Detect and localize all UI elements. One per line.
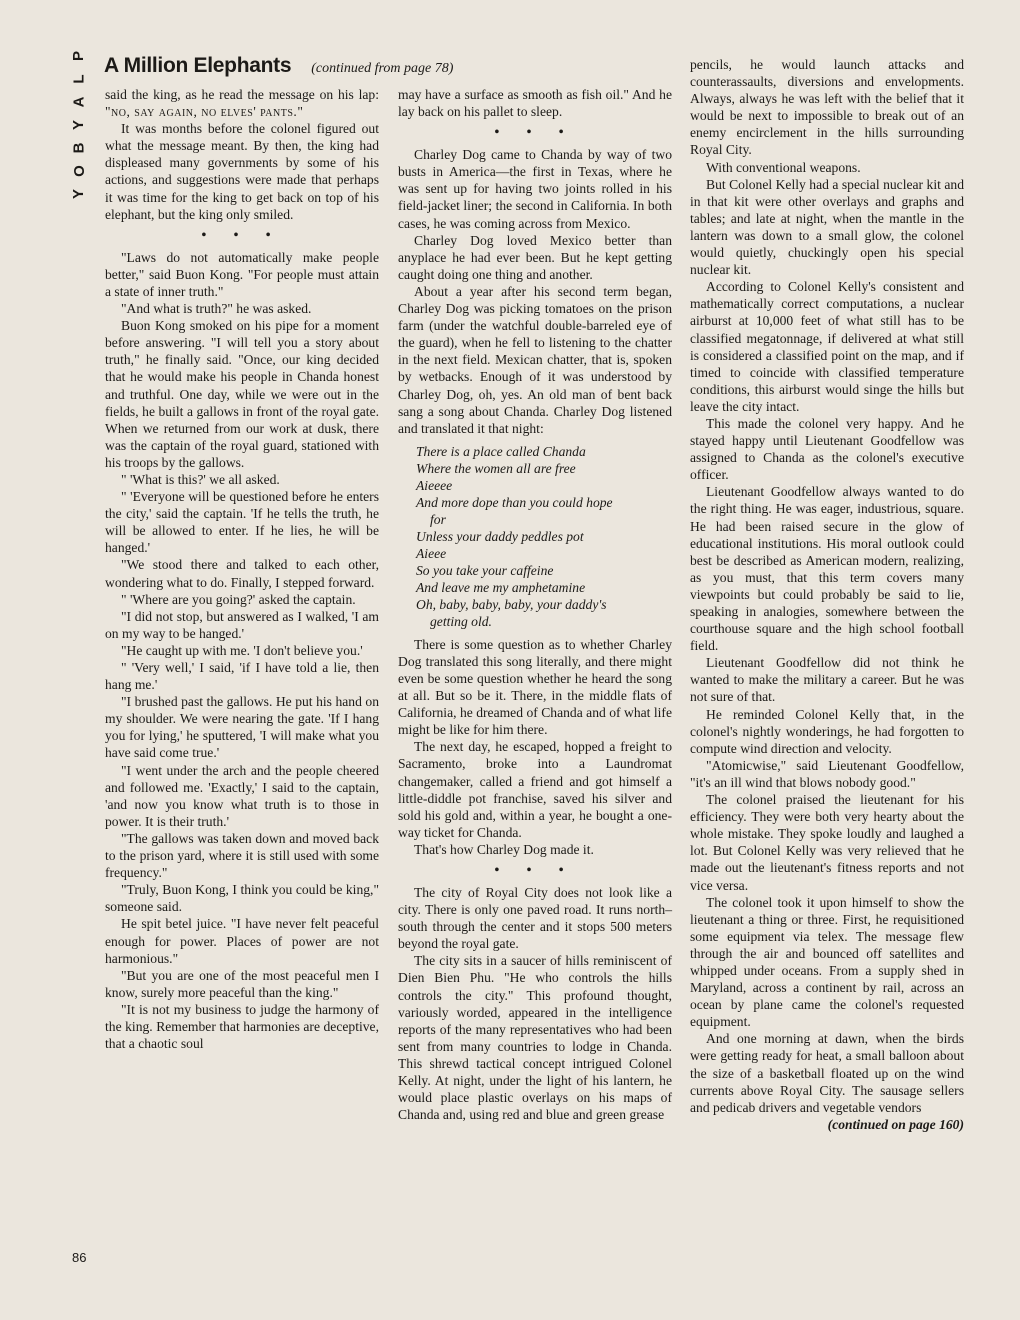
paragraph: Lieutenant Goodfellow always wanted to do the right thing. He was eager, industrious, square. He had been raised secure in the glow of educational institutions. His moral outlook could best be described as American modern, realizing, as you must, that this term covers many viewpoints but could probably be said to lie, speaking in analogies, somewhere between the courthouse square and the high school football field. (690, 484, 964, 654)
paragraph: Charley Dog came to Chanda by way of two busts in America—the first in Texas, where he was sent up for having two joints rolled in his field-jacket liner; the second in California. In both cases, he was coming across from Mexico. (398, 147, 672, 231)
masthead-letter: L (70, 73, 88, 84)
verse-line: So you take your caffeine (416, 562, 554, 578)
paragraph: This made the colonel very happy. And he stayed happy until Lieutenant Goodfellow was assigned to Chanda as the colonel's executive officer. (690, 415, 964, 483)
paragraph: The colonel took it upon himself to show the lieutenant a thing or three. First, he requisitioned some equipment via telex. The message flew through the air and bounced off satellites and whipped under oceans. From a supply shed in Maryland, across a continent by rail, across an ocean by plane came the colonel's requested equipment. (690, 894, 964, 1030)
paragraph: Lieutenant Goodfellow did not think he wanted to make the military a career. But he was not sure of that. (690, 655, 964, 705)
text-column-3 (690, 56, 964, 1133)
paragraph: There is some question as to whether Charley Dog translated this song literally, and there might even be some question whether he heard the song at all. But so be it. There, in the middle flats of California, he dreamed of Chanda and of what life might be like for him there. (398, 636, 672, 738)
verse-line: Aieee (416, 545, 447, 561)
paragraph: The city of Royal City does not look like a city. There is only one paved road. It runs north–south through the center and it stops 500 meters beyond the royal gate. (398, 885, 672, 952)
paragraph: That's how Charley Dog made it. (414, 841, 594, 857)
paragraph: He spit betel juice. "I have never felt peaceful enough for power. Places of power are not harmonious." (105, 916, 379, 966)
page-number: 86 (72, 1250, 87, 1265)
article-title: A Million Elephants (104, 54, 292, 77)
verse-line: getting old. (430, 613, 492, 629)
paragraph: The next day, he escaped, hopped a freight to Sacramento, broke into a Laundromat changemaker, called a friend and got himself a little-diddle pot franchise, saved his silver and sold his gold and, within a year, he bought a one-way ticket for Chanda. (398, 739, 672, 840)
verse-line: Oh, baby, baby, baby, your daddy's (416, 596, 607, 612)
masthead-letter: O (70, 164, 88, 177)
paragraph: " 'Where are you going?' asked the captain. (121, 591, 356, 607)
paragraph: "But you are one of the most peaceful men I know, surely more peaceful than the king." (105, 967, 379, 1000)
masthead-letter: A (70, 95, 88, 108)
song-verse (416, 443, 672, 630)
paragraph: "I did not stop, but answered as I walked, 'I am on my way to be hanged.' (105, 608, 379, 641)
paragraph: "Truly, Buon Kong, I think you could be king," someone said. (105, 882, 379, 915)
paragraph: "Atomicwise," said Lieutenant Goodfellow, "it's an ill wind that blows nobody good." (690, 757, 964, 790)
verse-line: And more dope than you could hope (416, 494, 613, 510)
section-separator: • • • (494, 124, 576, 140)
paragraph: With conventional weapons. (706, 159, 861, 175)
paragraph: Buon Kong smoked on his pipe for a moment before answering. "I will tell you a story about truth," he finally said. "Once, our king decided that he would make his people in Chanda honest and truthful. One day, while we were out in the fields, he built a gallows in front of the royal gate. When we returned from our work at dusk, there was the captain of the royal guard, stationed with his troops by the gallows. (105, 318, 379, 470)
verse-line: And leave me my amphetamine (416, 579, 586, 595)
paragraph: "I brushed past the gallows. He put his hand on my shoulder. We were nearing the gate. 'If I hang you for lying,' he sputtered, 'I will make what you have said come true.' (105, 694, 379, 761)
section-separator: • • • (494, 862, 576, 877)
verse-line: There is a place called Chanda (416, 443, 586, 459)
verse-line: Aieeee (416, 477, 453, 493)
text-column-2 (398, 86, 672, 1123)
paragraph: "We stood there and talked to each other, wondering what to do. Finally, I stepped forward. (105, 557, 379, 590)
message-text: "no, say again, no elves' pants." (105, 104, 304, 120)
paragraph: "It is not my business to judge the harmony of the king. Remember that harmonies are deceptive, that a chaotic soul (105, 1001, 379, 1052)
continued-on-note: (continued on page 160) (827, 1116, 964, 1132)
paragraph: About a year after his second term began, Charley Dog was picking tomatoes on the prison farm (under the watchful double-barreled eye of the guard), when he fell to listening to the chatter in the next field. Mexican chatter, that is, spoken by wetbacks. Enough of it was understood by Charley Dog, oh, yes. An old man of bent back sang a song about Chanda. Charley Dog listened and translated it that night: (398, 283, 672, 436)
paragraph: The city sits in a saucer of hills reminiscent of Dien Bien Phu. "He who controls the hills controls the city." This profound thought, variously worded, appeared in the intelligence reports of the many representatives who had been sent from many countries to lodge in Chanda. This shrewd tactical concept intrigued Colonel Kelly. At night, under the light of his lantern, he would place plastic overlays on his maps of Chanda and, using red and blue and green grease (398, 953, 672, 1123)
paragraph: And one morning at dawn, when the birds were getting ready for heat, a small balloon about the size of a basketball floated up on the wind currents above Royal City. The sausage sellers and pedicab drivers and vegetable vendors (690, 1031, 964, 1115)
continued-from-note: (continued from page 78) (311, 61, 454, 76)
paragraph: " 'Very well,' I said, 'if I have told a lie, then hang me.' (105, 660, 379, 693)
paragraph: It was months before the colonel figured out what the message meant. By then, the king had displeased many governments by some of his actions, and suggestions were made that perhaps it was time for the king to get back on top of his elephant, but the king only smiled. (105, 121, 379, 222)
masthead-letter: Y (70, 187, 88, 200)
masthead-letter: B (70, 141, 88, 154)
masthead-letter: Y (70, 118, 88, 131)
verse-line: Where the women all are free (416, 460, 576, 476)
section-separator: • • • (201, 226, 283, 242)
paragraph: "The gallows was taken down and moved back to the prison yard, where it is still used with some frequency." (105, 830, 379, 881)
paragraph: According to Colonel Kelly's consistent and mathematically correct computations, a nuclear airburst at 10,000 feet of what still has to be classified megatonnage, if delivered at what still is considered a classified point on the map, and if timed to coincide with classified temperature conditions, this airburst would singe the hills but leave the city intact. (690, 279, 964, 414)
paragraph: " 'Everyone will be questioned before he enters the city,' said the captain. 'If he tells the truth, he will be allowed to enter. If he lies, he will be hanged.' (105, 489, 379, 556)
paragraph: "I went under the arch and the people cheered and followed me. 'Exactly,' I said to the captain, 'and now you know what truth is to those in power. It is their truth.' (105, 762, 379, 829)
paragraph: " 'What is this?' we all asked. (121, 471, 280, 487)
paragraph: pencils, he would launch attacks and counterassaults, diversions and envelopments. Always, always he was left with the belief that it would be next to impossible to break out of an enemy encirclement in the hills surrounding Royal City. (690, 57, 964, 158)
masthead-letter: P (70, 49, 88, 62)
paragraph: He reminded Colonel Kelly that, in the colonel's nightly wonderings, he had forgotten to compute wind direction and velocity. (690, 706, 964, 756)
paragraph (105, 86, 379, 120)
paragraph: "He caught up with me. 'I don't believe you.' (121, 642, 363, 658)
paragraph: The colonel praised the lieutenant for his efficiency. They were both very hearty about the whole mistake. They spoke loudly and laughed a lot. But Colonel Kelly was very relieved that he made out the lieutenant's fitness reports and not vice versa. (690, 792, 964, 893)
paragraph: Charley Dog loved Mexico better than anyplace he had ever been. But he kept getting caught doing one thing and another. (398, 232, 672, 282)
playboy-masthead (68, 44, 90, 205)
paragraph: may have a surface as smooth as fish oil." And he lay back on his pallet to sleep. (398, 87, 672, 120)
paragraph: "Laws do not automatically make people better," said Buon Kong. "For people must attain a state of inner truth." (105, 249, 379, 299)
paragraph: But Colonel Kelly had a special nuclear kit and in that kit were other overlays and graphs and tables; and late at night, when the mantle in the lantern was down to a small glow, the colonel would quietly, chuckingly open his special nuclear kit. (690, 176, 964, 278)
text-column-1 (105, 86, 379, 1052)
verse-line: Unless your daddy peddles pot (416, 528, 584, 544)
verse-line: for (430, 511, 446, 527)
article-header (104, 54, 453, 84)
paragraph: "And what is truth?" he was asked. (121, 301, 312, 317)
text: said the king, as he read the message on his lap: (105, 87, 379, 102)
